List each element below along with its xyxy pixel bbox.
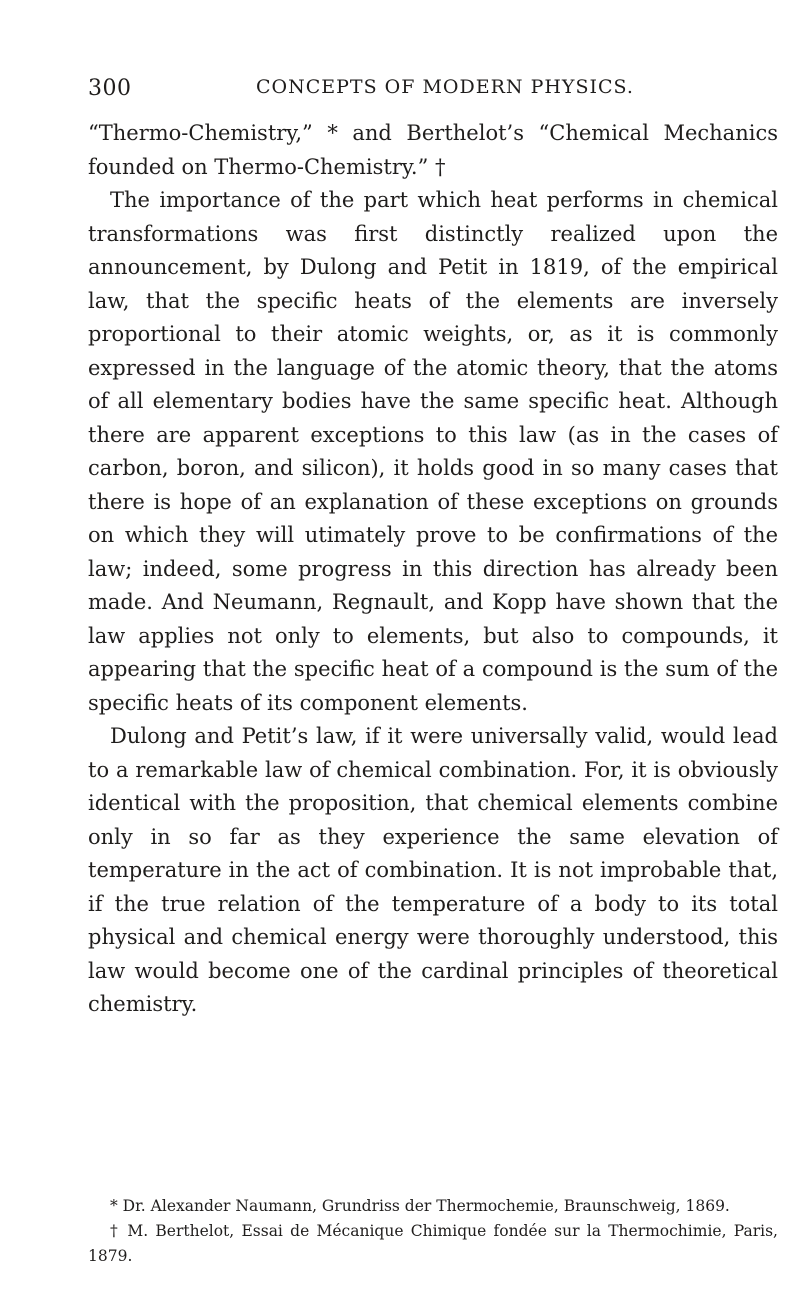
running-title: CONCEPTS OF MODERN PHYSICS. (256, 76, 634, 98)
footnote-berthelot: † M. Berthelot, Essai de Mécanique Chimique fondée sur la Thermochimie, Paris, 1879. (88, 1222, 778, 1265)
footnotes (88, 1194, 778, 1269)
page-number: 300 (88, 76, 132, 101)
paragraph-continuation: “Thermo-Chemistry,” * and Berthelot’s “Chemical Mechanics founded on Thermo-Chemistry.” † (88, 121, 778, 179)
running-head (88, 76, 778, 106)
paragraph-dulong-petit-law: The importance of the part which heat performs in chemical transformations was first distinctly realized upon the announcement, by Dulong and Petit in 1819, of the empirical law, that the specific heats of the elements are inversely proportional to their atomic weights, or, as it is commonly expressed in the language of the atomic theory, that the atoms of all elementary bodies have the same specific heat. Although there are apparent exceptions to this law (as in the cases of carbon, boron, and silicon), it holds good in so many cases that there is hope of an explanation of these exceptions on grounds on which they will utimately prove to be confirmations of the law; indeed, some progress in this direction has already been made. And Neumann, Regnault, and Kopp have shown that the law applies not only to elements, but also to compounds, it appearing that the specific heat of a compound is the sum of the specific heats of its component elements. (88, 188, 778, 715)
footnote-naumann: * Dr. Alexander Naumann, Grundriss der Thermochemie, Braunschweig, 1869. (110, 1197, 730, 1215)
paragraph-chemical-combination: Dulong and Petit’s law, if it were universally valid, would lead to a remarkable law of chemical combination. For, it is obviously identical with the proposition, that chemical elements combine only in so far as they experience the same elevation of temperature in the act of combination. It is not improbable that, if the true relation of the temperature of a body to its total physical and chemical energy were thoroughly understood, this law would become one of the cardinal principles of theoretical chemistry. (88, 724, 778, 1016)
body-text (88, 117, 778, 1022)
